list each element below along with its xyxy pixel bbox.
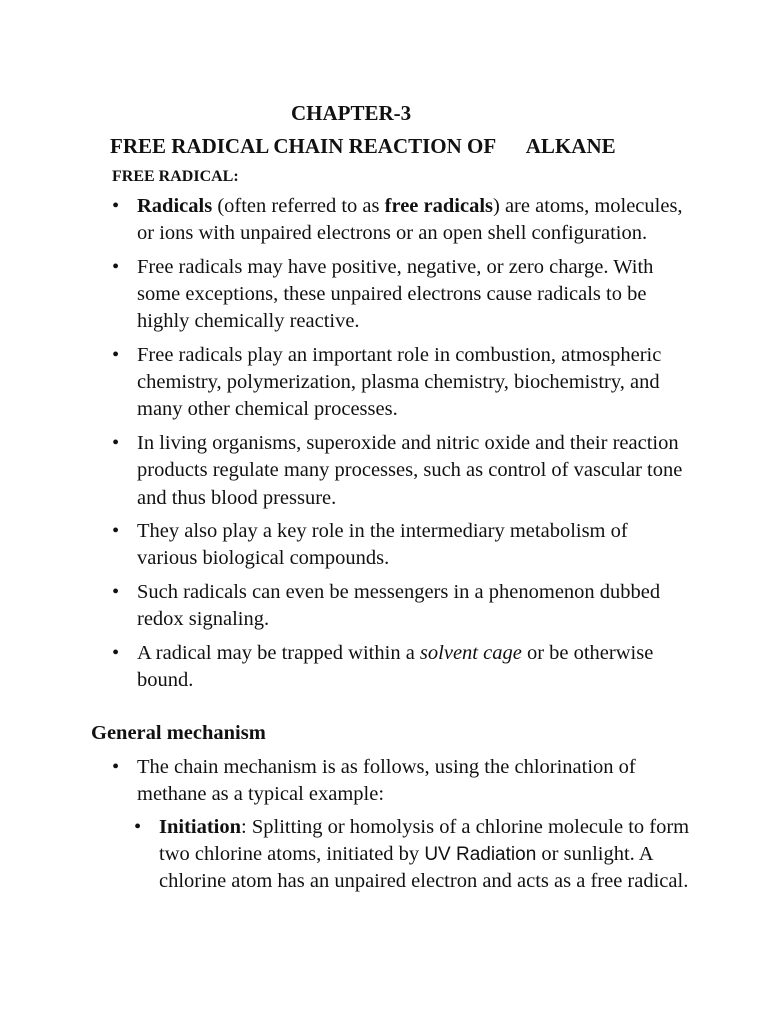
bold-term: Radicals bbox=[137, 195, 213, 217]
item-text: A radical may be trapped within a bbox=[137, 642, 420, 665]
chapter-heading: CHAPTER-3 bbox=[291, 101, 412, 125]
bold-term: Initiation bbox=[159, 816, 242, 838]
item-text: or sunlight. A chlorine atom has an unpaired electron and acts as a free radical. bbox=[159, 843, 689, 893]
chapter-title: FREE RADICAL CHAIN REACTION OF ALKANE bbox=[110, 134, 616, 158]
mechanism-heading: General mechanism bbox=[91, 722, 266, 744]
list-item: • Such radicals can even be messengers in a phenomenon dubbed redox signaling. bbox=[110, 579, 690, 633]
mechanism-list bbox=[110, 754, 690, 815]
item-text: ) are atoms, molecules, or ions with unpaired electrons or an open shell configuration. bbox=[137, 195, 683, 245]
item-text: : Splitting or homolysis of a chlorine molecule to form two chlorine atoms, initiated by bbox=[159, 816, 690, 866]
bold-term: free radicals bbox=[384, 195, 493, 217]
list-item: • Free radicals may have positive, negative, or zero charge. With some exceptions, these unpaired electrons cause radicals to be highly chemically reactive. bbox=[110, 254, 690, 336]
mechanism-sublist bbox=[132, 814, 692, 896]
list-item bbox=[110, 193, 690, 247]
list-item-initiation bbox=[132, 814, 692, 896]
list-item bbox=[110, 640, 690, 694]
item-text: (often referred to as bbox=[212, 195, 385, 217]
list-item: • Free radicals play an important role in combustion, atmospheric chemistry, polymerization, plasma chemistry, biochemistry, and many other chemical processes. bbox=[110, 342, 690, 424]
section-label: FREE RADICAL: bbox=[112, 168, 239, 185]
list-item: • In living organisms, superoxide and nitric oxide and their reaction products regulate many processes, such as control of vascular tone and thus blood pressure. bbox=[110, 430, 690, 512]
uv-term: UV Radiation bbox=[424, 844, 537, 866]
list-item: • The chain mechanism is as follows, using the chlorination of methane as a typical example: bbox=[110, 754, 690, 808]
italic-term: solvent cage bbox=[419, 642, 522, 665]
list-item: • They also play a key role in the intermediary metabolism of various biological compounds. bbox=[110, 518, 690, 572]
item-text: or be otherwise bound. bbox=[137, 642, 654, 692]
free-radical-list bbox=[110, 193, 690, 701]
